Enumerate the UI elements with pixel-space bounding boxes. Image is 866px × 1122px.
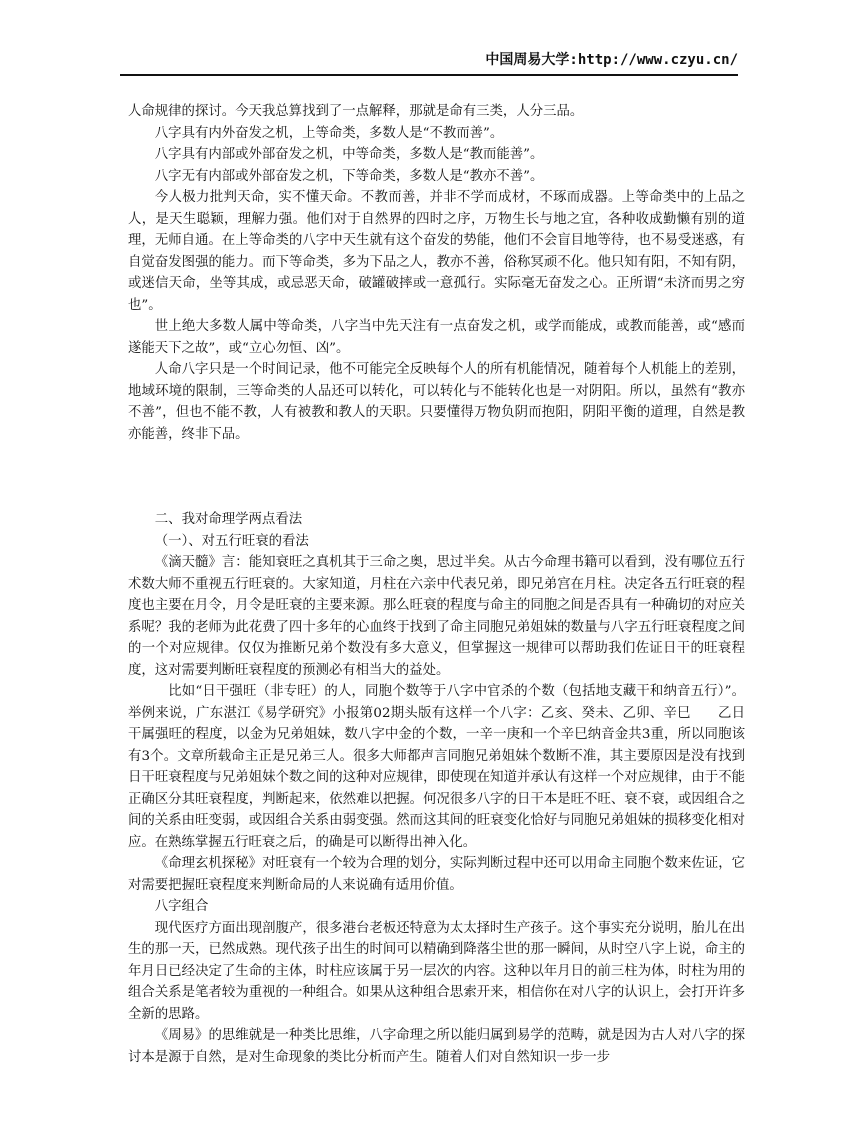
paragraph: 世上绝大多数人属中等命类，八字当中先天注有一点奋发之机，或学而能成，或教而能善，或“感而遂能天下之故”，或“立心勿恒、凶”。 — [128, 319, 745, 356]
subsection-heading: 八字组合 — [154, 899, 209, 914]
paragraph: 人命八字只是一个时间记录，他不可能完全反映每个人的所有机能情况，随着每个人机能上的差别，地域环境的限制，三等命类的人品还可以转化，可以转化与不能转化也是一对阴阳。所以，虽然有“教亦不善”，但也不能不教，人有被教和教人的天职。只要懂得万物负阴而抱阳，阴阳平衡的道理，自然是教亦能善，终非下品。 — [128, 362, 745, 442]
page-header-site: 中国周易大学:http://www.czyu.cn/ — [485, 52, 738, 68]
header-rule — [120, 74, 738, 76]
paragraph: 比如“日干强旺（非专旺）的人，同胞个数等于八字中官杀的个数（包括地支藏干和纳音五行）”。举例来说，广东湛江《易学研究》小报第02期头版有这样一个八字：乙亥、癸未、乙卯、辛巳 乙日干属强旺的程度，以金为兄弟姐妹，数八字中金的个数，一辛一庚和一个辛巳纳音金共3重，所以同胞该有3个。文章所载命主正是兄弟三人。很多大师都声言同胞兄弟姐妹个数断不准，其主要原因是没有找到日干旺衰程度与兄弟姐妹个数之间的这种对应规律，即使现在知道并承认有这样一个对应规律，由于不能正确区分其旺衰程度，判断起来，依然难以把握。何况很多八字的日干本是旺不旺、衰不衰，或因组合之间的关系由旺变弱，或因组合关系由弱变强。然而这其间的旺衰变化恰好与同胞兄弟姐妹的损移变化相对应。在熟练掌握五行旺衰之后，的确是可以断得出神入化。 — [128, 684, 745, 850]
section-gap — [128, 445, 745, 509]
paragraph: 《滴天髓》言：能知衰旺之真机其于三命之奥，思过半矣。从古今命理书籍可以看到，没有哪位五行术数大师不重视五行旺衰的。大家知道，月柱在六亲中代表兄弟，即兄弟宫在月柱。决定各五行旺衰的程度也主要在月令，月令是旺衰的主要来源。那么旺衰的程度与命主的同胞之间是否具有一种确切的对应关系呢？我的老师为此花费了四十多年的心血终于找到了命主同胞兄弟姐妹的数量与八字五行旺衰程度之间的一个对应规律。仅仅为推断兄弟个数没有多大意义，但掌握这一规律可以帮助我们佐证日干的旺衰程度，这对需要判断旺衰程度的预测必有相当大的益处。 — [128, 555, 745, 678]
paragraph: 八字具有内外奋发之机，上等命类，多数人是“不教而善”。 — [154, 125, 504, 141]
paragraph: 《周易》的思维就是一种类比思维，八字命理之所以能归属到易学的范畴，就是因为古人对八字的探讨本是源于自然，是对生命现象的类比分析而产生。随着人们对自然知识一步一步 — [128, 1028, 745, 1065]
paragraph: 今人极力批判天命，实不懂天命。不教而善，并非不学而成材，不琢而成器。上等命类中的上品之人，是天生聪颖，理解力强。他们对于自然界的四时之序，万物生长与地之宜，各种收成勤懒有别的道理，无师自通。在上等命类的八字中天生就有这个奋发的势能，他们不会盲目地等待，也不易受迷惑，有自觉奋发图强的能力。而下等命类，多为下品之人，教亦不善，俗称冥顽不化。他只知有阳，不知有阴，或迷信天命，坐等其成，或忌恶天命，破罐破摔或一意孤行。实际毫无奋发之心。正所谓“未济而男之穷也”。 — [128, 190, 745, 313]
paragraph: 现代医疗方面出现剖腹产，很多港台老板还特意为太太择时生产孩子。这个事实充分说明，胎儿在出生的那一天，已然成熟。现代孩子出生的时间可以精确到降落尘世的那一瞬间，从时空八字上说，命主的年月日已经决定了生命的主体，时柱应该属于另一层次的内容。这种以年月日的前三柱为体，时柱为用的组合关系是笔者较为重视的一种组合。如果从这种组合思索开来，相信你在对八字的认识上，会打开许多全新的思路。 — [128, 920, 745, 1022]
paragraph: 人命规律的探讨。今天我总算找到了一点解释，那就是命有三类，人分三品。 — [128, 104, 584, 119]
paragraph: 八字无有内部或外部奋发之机，下等命类，多数人是“教亦不善”。 — [154, 168, 544, 184]
section-heading: 二、我对命理学两点看法 — [154, 512, 303, 527]
paragraph: 《命理玄机探秘》对旺衰有一个较为合理的划分，实际判断过程中还可以用命主同胞个数来佐证，它对需要把握旺衰程度来判断命局的人来说确有适用价值。 — [128, 856, 745, 893]
subsection-heading: （一）、对五行旺衰的看法 — [154, 533, 309, 549]
document-body — [128, 101, 745, 1068]
paragraph: 八字具有内部或外部奋发之机，中等命类，多数人是“教而能善”。 — [154, 147, 544, 162]
